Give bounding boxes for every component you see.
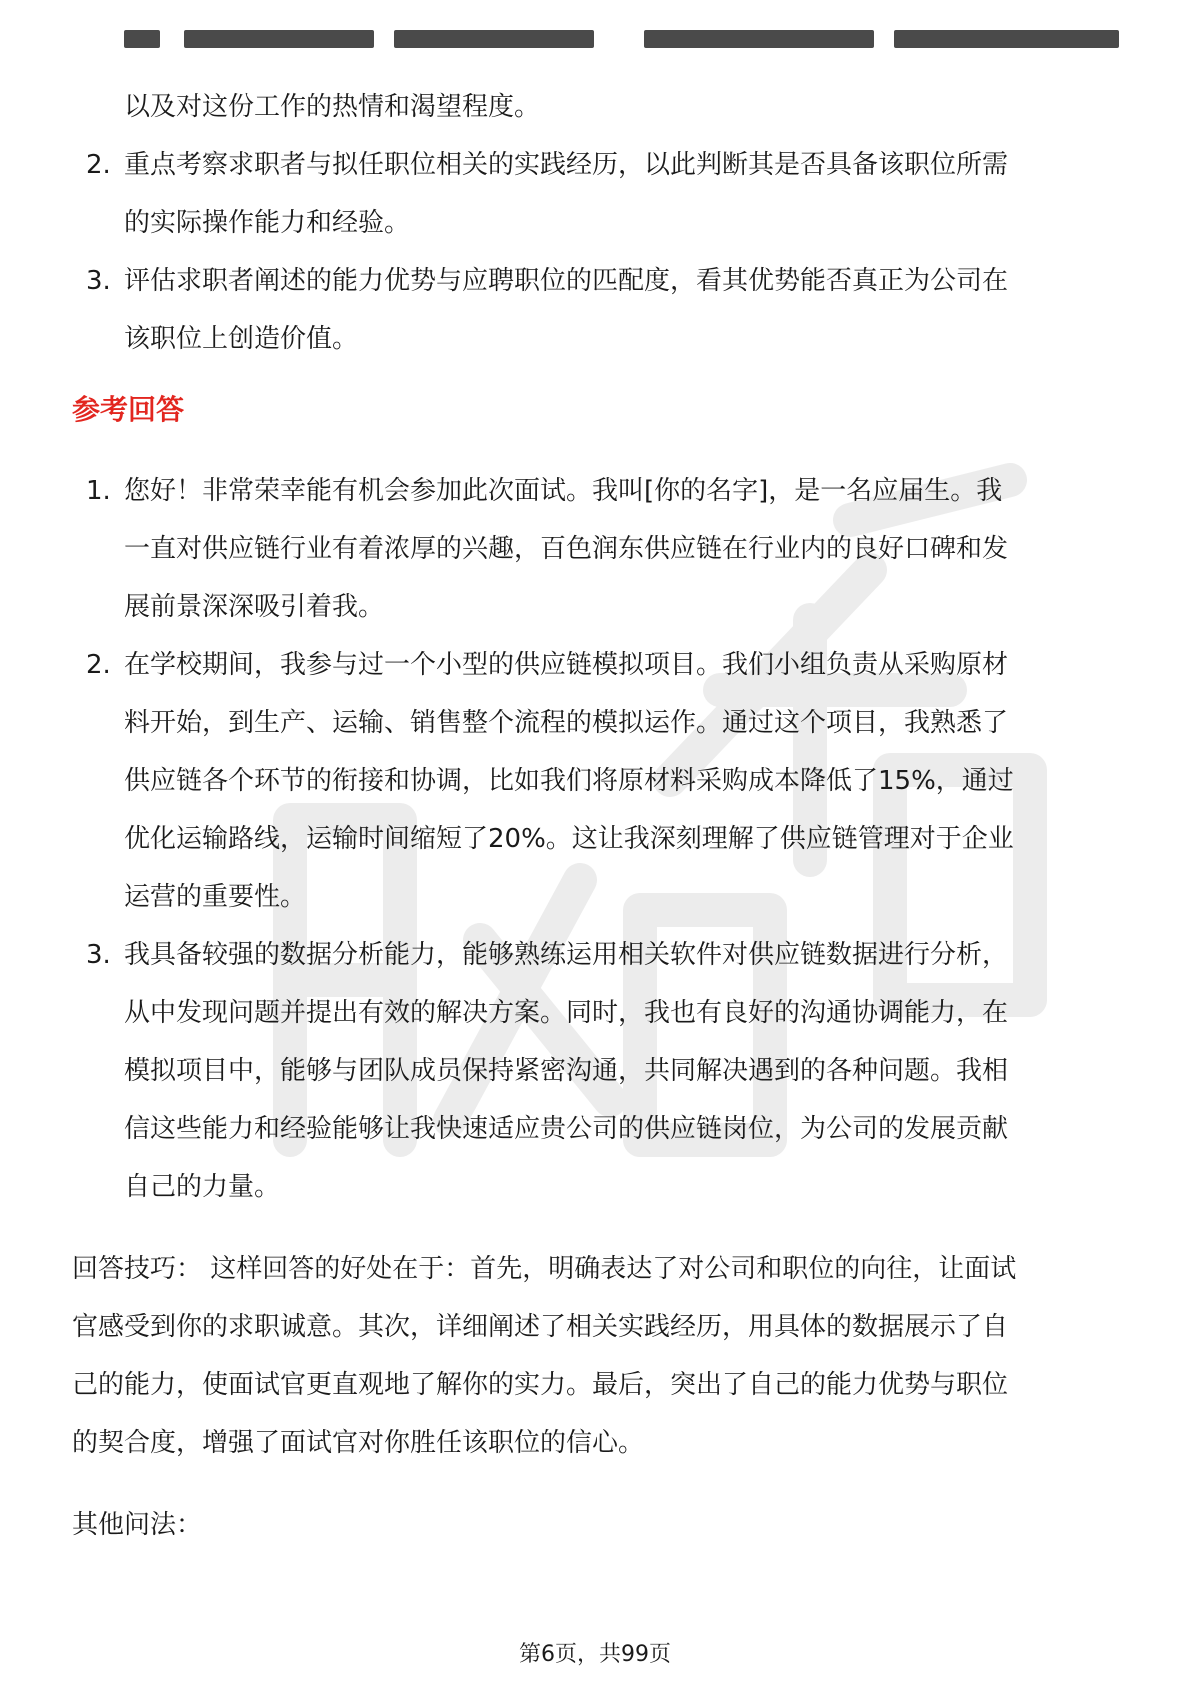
answer-tips-paragraph: 回答技巧： 这样回答的好处在于：首先，明确表达了对公司和职位的向往，让面试 官感受到你的求职诚意。其次，详细阐述了相关实践经历，用具体的数据展示了自 己的能力，使面试官更直观地了解你的实力。最后，突出了自己的能力优势与职位 的契合度，增强了面试官对你胜任该职位的信心。 [72, 1254, 1017, 1458]
list-item-text: 以及对这份工作的热情和渴望程度。 [124, 92, 541, 122]
list-item-number: 3. [86, 940, 111, 970]
reference-answer-list [0, 462, 1190, 1216]
list-item-text: 重点考察求职者与拟任职位相关的实践经历，以此判断其是否具备该职位所需 的实际操作能力和经验。 [124, 150, 1009, 238]
list-item-text: 评估求职者阐述的能力优势与应聘职位的匹配度，看其优势能否真正为公司在 该职位上创造价值。 [124, 266, 1009, 354]
list-item-number: 2. [86, 150, 111, 180]
list-item [0, 136, 1190, 252]
criteria-list [0, 78, 1190, 368]
list-item [0, 462, 1190, 636]
list-item-text: 我具备较强的数据分析能力，能够熟练运用相关软件对供应链数据进行分析， 从中发现问题并提出有效的解决方案。同时，我也有良好的沟通协调能力，在 模拟项目中，能够与团队成员保持紧密沟通，共同解决遇到的各种问题。我相 信这些能力和经验能够让我快速适应贵公司的供应链岗位，为公司的发展贡献 自己的力量。 [124, 940, 1009, 1202]
list-item-text: 在学校期间，我参与过一个小型的供应链模拟项目。我们小组负责从采购原材 料开始，到生产、运输、销售整个流程的模拟运作。通过这个项目，我熟悉了 供应链各个环节的衔接和协调，比如我们将原材料采购成本降低了15%，通过 优化运输路线，运输时间缩短了20%。这让我深刻理解了供应链管理对于企业 运营的重要性。 [124, 650, 1014, 912]
section-heading-reference-answer: 参考回答 [72, 393, 185, 426]
list-item [0, 636, 1190, 926]
list-item-number: 1. [86, 476, 111, 506]
list-item-number: 2. [86, 650, 111, 680]
other-questions-label: 其他问法： [72, 1510, 203, 1540]
page-footer: 第6页，共99页 [519, 1642, 671, 1667]
list-item [0, 252, 1190, 368]
list-item-number: 3. [86, 266, 111, 296]
list-item [0, 926, 1190, 1216]
list-item-text: 您好！非常荣幸能有机会参加此次面试。我叫[你的名字]，是一名应届生。我 一直对供应链行业有着浓厚的兴趣，百色润东供应链在行业内的良好口碑和发 展前景深深吸引着我。 [124, 476, 1009, 622]
list-item [0, 78, 1190, 136]
cutoff-text-line [124, 30, 1124, 58]
